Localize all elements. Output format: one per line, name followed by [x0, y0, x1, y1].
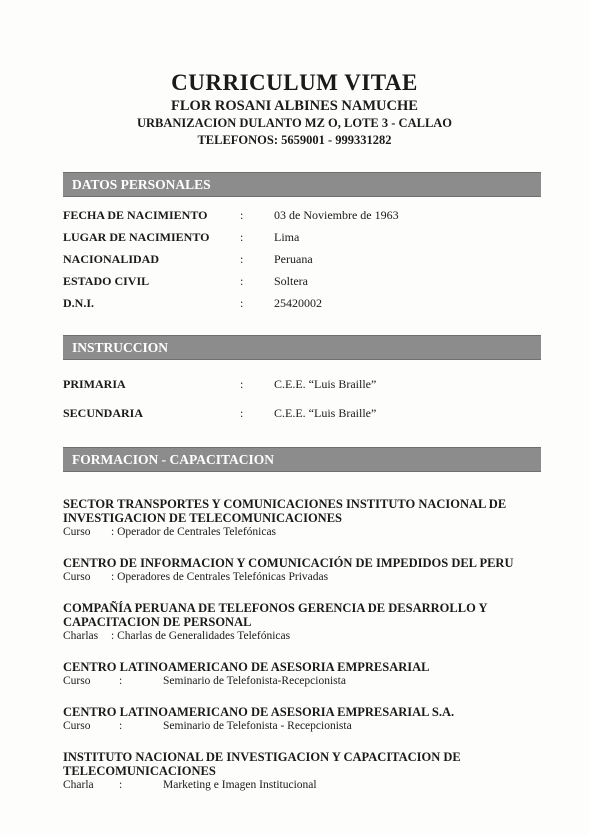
training-detail [63, 778, 543, 792]
field-separator: : [240, 252, 244, 266]
training-entry [63, 601, 543, 643]
training-description: Seminario de Telefonista - Recepcionista [163, 720, 352, 732]
training-description: Marketing e Imagen Institucional [163, 779, 317, 791]
field-label: FECHA DE NACIMIENTO [63, 208, 208, 222]
training-description: Charlas de Generalidades Telefónicas [117, 630, 291, 642]
training-kind: Curso [63, 571, 91, 583]
training-institution-cont: TELECOMUNICACIONES [63, 764, 216, 778]
training-institution-cont: INVESTIGACION DE TELECOMUNICACIONES [63, 511, 342, 525]
training-institution-cont: CAPACITACION DE PERSONAL [63, 615, 252, 629]
training-detail [63, 674, 543, 688]
field-separator: : [240, 274, 244, 288]
training-separator: : [111, 571, 115, 583]
field-label: NACIONALIDAD [63, 252, 160, 266]
field-value: Soltera [274, 274, 308, 288]
training-separator: : [119, 720, 123, 732]
training-separator: : [119, 779, 123, 791]
person-name: FLOR ROSANI ALBINES NAMUCHE [171, 98, 418, 114]
training-description: Seminario de Telefonista-Recepcionista [163, 675, 346, 687]
section-header-training [63, 447, 541, 472]
field-separator: : [240, 296, 244, 310]
field-value: C.E.E. “Luis Braille” [274, 377, 377, 391]
training-institution: SECTOR TRANSPORTES Y COMUNICACIONES INSTITUTO NACIONAL DE [63, 497, 507, 511]
training-institution: CENTRO LATINOAMERICANO DE ASESORIA EMPRESARIAL [63, 660, 430, 674]
training-entry [63, 750, 543, 792]
training-separator: : [111, 526, 115, 538]
field-label: SECUNDARIA [63, 406, 144, 420]
field-value: C.E.E. “Luis Braille” [274, 406, 377, 420]
section-title: FORMACION - CAPACITACION [72, 452, 274, 467]
field-label: D.N.I. [63, 296, 95, 310]
training-description: Operadores de Centrales Telefónicas Privadas [117, 571, 329, 583]
training-detail [63, 719, 543, 733]
training-entry [63, 705, 543, 733]
section-header-personal [63, 172, 541, 197]
phone-numbers: TELEFONOS: 5659001 - 999331282 [197, 133, 392, 147]
training-institution: CENTRO LATINOAMERICANO DE ASESORIA EMPRESARIAL S.A. [63, 705, 455, 719]
training-separator: : [111, 630, 115, 642]
field-label: PRIMARIA [63, 377, 126, 391]
training-institution: INSTITUTO NACIONAL DE INVESTIGACION Y CAPACITACION DE [63, 750, 461, 764]
field-separator: : [240, 230, 244, 244]
training-kind: Charla [63, 779, 94, 791]
training-entry [63, 660, 543, 688]
training-kind: Curso [63, 526, 91, 538]
training-kind: Curso [63, 720, 91, 732]
document-title: CURRICULUM VITAE [171, 70, 418, 95]
field-value: 25420002 [274, 296, 322, 310]
field-label: ESTADO CIVIL [63, 274, 150, 288]
address: URBANIZACION DULANTO MZ O, LOTE 3 - CALLAO [136, 116, 453, 130]
field-value: Peruana [274, 252, 313, 266]
training-separator: : [119, 675, 123, 687]
field-separator: : [240, 377, 244, 391]
field-value: 03 de Noviembre de 1963 [274, 208, 399, 222]
section-title: DATOS PERSONALES [72, 177, 211, 192]
section-header-instruction [63, 335, 541, 360]
training-detail [63, 629, 543, 643]
section-title: INSTRUCCION [72, 340, 169, 355]
training-description: Operador de Centrales Telefónicas [117, 526, 277, 538]
training-detail [63, 570, 543, 584]
training-institution: COMPAÑÍA PERUANA DE TELEFONOS GERENCIA DE DESARROLLO Y [63, 601, 488, 615]
field-separator: : [240, 208, 244, 222]
training-entry [63, 556, 543, 584]
training-entry [63, 497, 543, 539]
training-kind: Curso [63, 675, 91, 687]
training-institution: CENTRO DE INFORMACION Y COMUNICACIÓN DE IMPEDIDOS DEL PERU [63, 556, 514, 570]
field-separator: : [240, 406, 244, 420]
field-value: Lima [274, 230, 300, 244]
training-kind: Charlas [63, 630, 99, 642]
field-label: LUGAR DE NACIMIENTO [63, 230, 210, 244]
training-detail [63, 525, 543, 539]
